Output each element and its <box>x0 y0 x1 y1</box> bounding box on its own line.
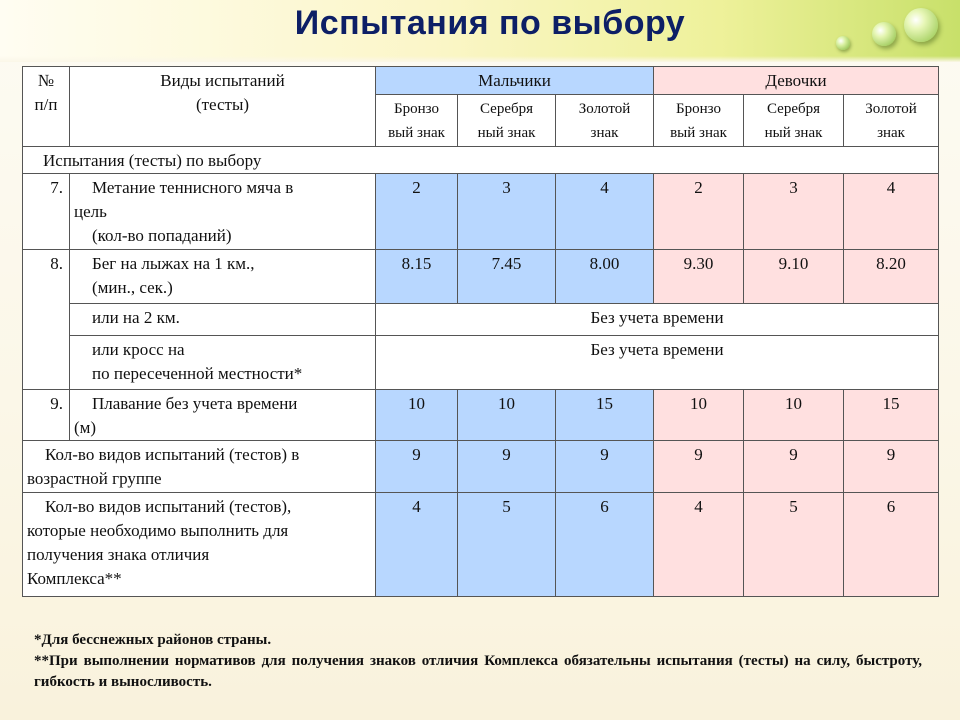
header-tests <box>70 67 376 147</box>
header-line: Золотой <box>865 101 917 117</box>
girls-silver-value: 10 <box>744 390 844 441</box>
header-number-line: п/п <box>34 95 58 114</box>
header-girls-gold <box>844 95 939 147</box>
test-name-line: Кол-во видов испытаний (тестов) в <box>45 445 300 464</box>
test-name-line: (кол-во попаданий) <box>92 226 232 245</box>
girls-bronze-value: 4 <box>654 493 744 597</box>
header-boys-bronze <box>376 95 458 147</box>
test-name-line: или на 2 км. <box>92 308 180 327</box>
boys-silver-value: 10 <box>458 390 556 441</box>
footnote-snowless: *Для бесснежных районов страны. <box>34 632 272 648</box>
header-line: знак <box>590 125 619 141</box>
girls-silver-value: 3 <box>744 174 844 250</box>
section-title: Испытания (тесты) по выбору <box>23 147 939 174</box>
table-row <box>23 304 939 336</box>
girls-gold-value: 15 <box>844 390 939 441</box>
header-girls-bronze <box>654 95 744 147</box>
header-girls: Девочки <box>654 67 939 95</box>
tests-table <box>22 66 939 597</box>
girls-bronze-value: 2 <box>654 174 744 250</box>
boys-gold-value: 9 <box>556 441 654 493</box>
header-line: Серебря <box>766 101 821 117</box>
header-boys-gold <box>556 95 654 147</box>
no-time-value: Без учета времени <box>376 304 939 336</box>
header-tests-line: (тесты) <box>195 95 250 114</box>
water-drop-icon <box>904 8 938 42</box>
boys-silver-value: 5 <box>458 493 556 597</box>
girls-silver-value: 9.10 <box>744 250 844 304</box>
row-number: 8. <box>23 250 70 390</box>
boys-gold-value: 6 <box>556 493 654 597</box>
table-row <box>23 250 939 304</box>
header-line: знак <box>877 125 905 141</box>
row-number: 7. <box>23 174 70 250</box>
test-name-line: которые необходимо выполнить для <box>27 521 289 540</box>
water-drop-icon <box>872 22 896 46</box>
boys-silver-value: 9 <box>458 441 556 493</box>
test-name <box>70 174 376 250</box>
header-number <box>23 67 70 147</box>
no-time-value: Без учета времени <box>376 336 939 390</box>
test-name-line: (мин., сек.) <box>92 278 173 297</box>
test-name-line: по пересеченной местности* <box>92 364 303 383</box>
header-boys: Мальчики <box>376 67 654 95</box>
test-name <box>70 304 376 336</box>
girls-bronze-value: 9.30 <box>654 250 744 304</box>
header-line: ный знак <box>477 125 536 141</box>
boys-bronze-value: 2 <box>376 174 458 250</box>
boys-bronze-value: 8.15 <box>376 250 458 304</box>
header-line: вый знак <box>388 125 445 141</box>
girls-gold-value: 4 <box>844 174 939 250</box>
header-line: Серебря <box>479 101 534 117</box>
table-row <box>23 174 939 250</box>
header-number-line: № <box>37 71 55 90</box>
test-name-line: (м) <box>74 418 97 437</box>
girls-gold-value: 6 <box>844 493 939 597</box>
boys-bronze-value: 4 <box>376 493 458 597</box>
header-line: вый знак <box>670 125 727 141</box>
test-name-line: цель <box>74 202 107 221</box>
girls-gold-value: 9 <box>844 441 939 493</box>
footnote-mandatory: **При выполнении нормативов для получения знаков отличия Комплекса обязательны испытания (тесты) на силу, быстроту, гибкость и выносливость. <box>34 653 922 690</box>
boys-silver-value: 7.45 <box>458 250 556 304</box>
table-row <box>23 441 939 493</box>
header-line: Золотой <box>578 101 631 117</box>
table-row <box>23 390 939 441</box>
test-name-line: Плавание без учета времени <box>92 394 298 413</box>
test-name-line: или кросс на <box>92 340 185 359</box>
test-name-line: получения знака отличия <box>27 545 210 564</box>
header-line: Бронзо <box>394 101 439 117</box>
boys-silver-value: 3 <box>458 174 556 250</box>
page-title: Испытания по выбору <box>294 4 686 42</box>
header-tests-line: Виды испытаний <box>160 71 285 90</box>
test-name <box>70 336 376 390</box>
boys-gold-value: 8.00 <box>556 250 654 304</box>
water-drop-icon <box>836 36 850 50</box>
row-number: 9. <box>23 390 70 441</box>
boys-gold-value: 4 <box>556 174 654 250</box>
girls-silver-value: 5 <box>744 493 844 597</box>
header-girls-silver <box>744 95 844 147</box>
girls-bronze-value: 9 <box>654 441 744 493</box>
header-line: ный знак <box>764 125 823 141</box>
header-line: Бронзо <box>676 101 721 117</box>
test-name <box>23 441 376 493</box>
test-name <box>23 493 376 597</box>
test-name <box>70 390 376 441</box>
table-row <box>23 493 939 597</box>
boys-bronze-value: 10 <box>376 390 458 441</box>
header-boys-silver <box>458 95 556 147</box>
boys-gold-value: 15 <box>556 390 654 441</box>
boys-bronze-value: 9 <box>376 441 458 493</box>
test-name-line: Комплекса** <box>27 569 122 588</box>
test-name-line: Бег на лыжах на 1 км., <box>92 254 255 273</box>
table-row <box>23 336 939 390</box>
girls-gold-value: 8.20 <box>844 250 939 304</box>
test-name <box>70 250 376 304</box>
test-name-line: возрастной группе <box>27 469 162 488</box>
footnotes <box>34 630 922 693</box>
girls-silver-value: 9 <box>744 441 844 493</box>
test-name-line: Кол-во видов испытаний (тестов), <box>45 497 292 516</box>
girls-bronze-value: 10 <box>654 390 744 441</box>
test-name-line: Метание теннисного мяча в <box>92 178 294 197</box>
